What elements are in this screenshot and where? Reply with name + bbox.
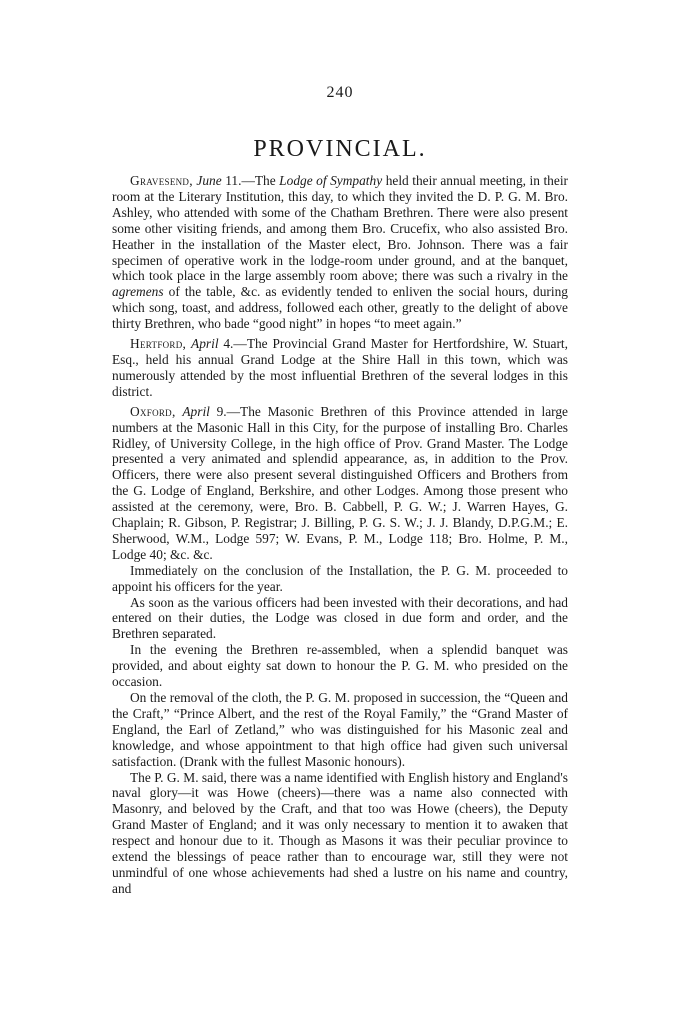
paragraph-oxford xyxy=(112,404,568,563)
italic-term: agremens xyxy=(112,284,164,300)
text-run: —The Masonic Brethren of this Province attended in large numbers at the Masonic Hall in this City, for the purpose of installing Bro. Charles Ridley, of University College, in the high office of Prov. Grand Master. The Lodge presented a very animated and splendid appearance, as, in addition to the Prov. Officers, there were also present several distinguished Officers and Brothers from the G. Lodge of England, Berkshire, and other Lodges. Among those present who assisted at the ceremony, were, Bro. B. Cabbell, P. G. W.; J. Warren Hayes, G. Chaplain; R. Gibson, P. Registrar; J. Billing, P. G. S. W.; J. J. Blandy, D.P.G.M.; E. Sherwood, W.M., Lodge 597; W. Evans, P. M., Lodge 118; Bro. Holme, P. M., Lodge 40; &c. &c. xyxy=(112,403,568,562)
paragraph-body: In the evening the Brethren re-assembled, when a splendid banquet was provided, and about eighty sat down to honour the P. G. M. who presided on the occasion. xyxy=(112,642,568,690)
paragraph-hertford xyxy=(112,336,568,400)
paragraph-body: As soon as the various officers had been invested with their decorations, and had entered on their duties, the Lodge was closed in due form and order, and the Brethren separated. xyxy=(112,594,568,642)
date-day: 9. xyxy=(209,403,227,419)
text-run: held their annual meeting, in their room at the Literary Institution, this day, to which they invited the D. P. G. M. Bro. Ashley, who attended with some of the Chatham Brethren. There were also present some other visiting friends, and among them Bro. Crucefix, who also assisted Bro. Heather in the installation of the Master elect, Bro. Johnson. There was a fair specimen of operative work in the lodge-room under ground, and at the banquet, which took place in the large assembly room above; there was such a rivalry in the xyxy=(112,173,569,284)
text-run: —The xyxy=(241,173,280,188)
lodge-name: Lodge of Sympathy xyxy=(279,173,383,188)
date-month: June xyxy=(196,173,222,188)
date-month: April xyxy=(191,336,219,352)
text-run: —The Provincial Grand Master for Hertfordshire, W. Stuart, Esq., held his annual Grand Lodge at the Shire Hall in this town, which was numerously attended by the most influential Brethren of the several lodges in this district. xyxy=(112,336,568,399)
paragraph-body: Immediately on the conclusion of the Installation, the P. G. M. proceeded to appoint his officers for the year. xyxy=(112,562,568,594)
paragraph-body: On the removal of the cloth, the P. G. M. proposed in succession, the “Queen and the Craft,” “Prince Albert, and the rest of the Royal Family,” the “Grand Master of England, the Earl of Zetland,” who was distinguished for his Masonic zeal and knowledge, and whose appointment to that high office had given such universal satisfaction. (Drank with the fullest Masonic honours). xyxy=(112,690,568,769)
text-run: of the table, &c. as evidently tended to enliven the social hours, during which song, toast, and address, followed each other, greatly to the delight of above thirty Brethren, who bade “good night” in hopes “to meet again.” xyxy=(112,284,568,332)
place-name: Hertford, xyxy=(130,336,187,352)
place-name: Oxford, xyxy=(130,403,176,419)
date-day: 4. xyxy=(218,336,234,352)
page-number: 240 xyxy=(326,84,354,101)
place-name: Gravesend, xyxy=(130,173,193,188)
paragraph-gravesend xyxy=(112,173,568,332)
section-title: PROVINCIAL. xyxy=(253,136,427,162)
date-month: April xyxy=(182,403,210,419)
paragraph-body: The P. G. M. said, there was a name identified with English history and England's naval glory—it was Howe (cheers)—there was a name also connected with Masonry, and beloved by the Craft, and that too was Howe (cheers), the Deputy Grand Master of England; and it was only necessary to mention it to awaken that respect and honour due to it. Though as Masons it was their peculiar province to extend the blessings of peace rather than to encourage war, still they were not unmindful of one whose achievements had shed a lustre on his name and country, and xyxy=(112,769,568,896)
date-day: 11. xyxy=(221,173,242,188)
